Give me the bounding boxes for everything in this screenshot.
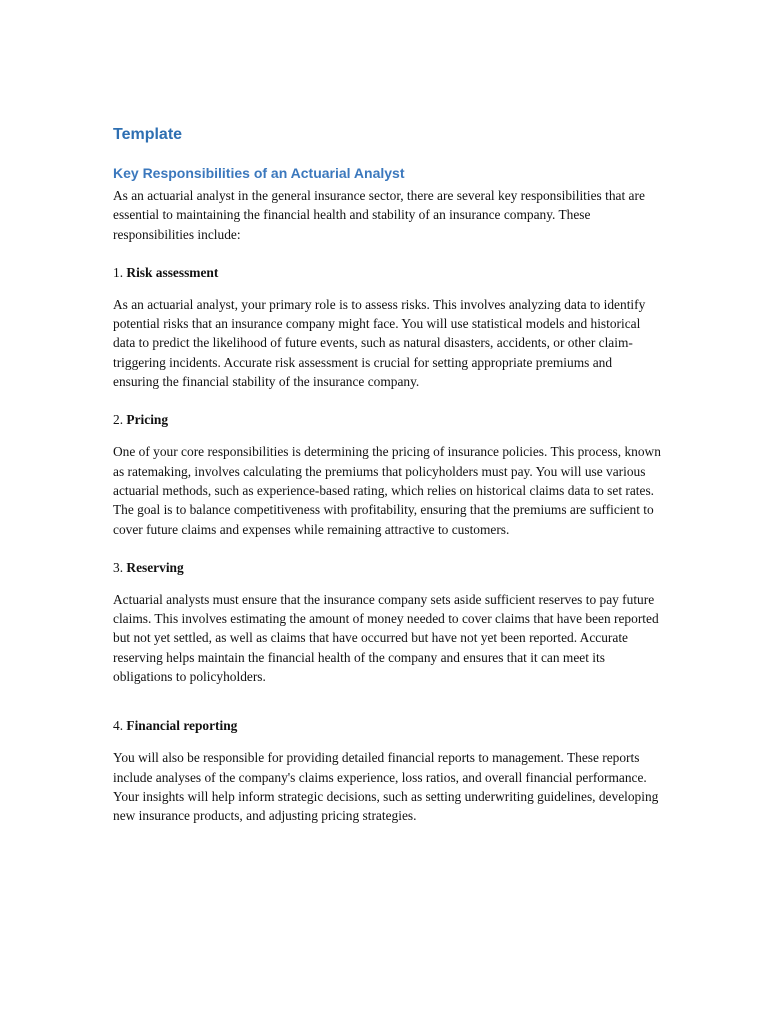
section-heading [113,410,661,429]
section-body: One of your core responsibilities is determining the pricing of insurance policies. This process, known as ratemaking, involves calculating the premiums that policyholders must pay. You will use various actuarial methods, such as experience-based rating, which relies on historical claims data to set rates. The goal is to balance competitiveness with profitability, ensuring that the premiums are sufficient to cover future claims and expenses while remaining attractive to customers. [113,444,661,537]
section-pricing [113,410,661,538]
section-financial-reporting [113,716,661,825]
section-number: 2. [113,412,124,428]
section-heading [113,716,661,735]
section-risk-assessment [113,263,661,391]
section-title: Pricing [126,412,169,428]
intro-paragraph: As an actuarial analyst in the general insurance sector, there are several key responsibilities that are essential to maintaining the financial health and stability of an insurance company. These responsibilities include: [113,188,645,242]
section-title: Risk assessment [126,264,219,280]
section-number: 4. [113,718,124,734]
section-body: As an actuarial analyst, your primary role is to assess risks. This involves analyzing data to identify potential risks that an insurance company might face. You will use statistical models and historical data to predict the likelihood of future events, such as natural disasters, accidents, or other claim-triggering incidents. Accurate risk assessment is crucial for setting appropriate premiums and ensuring the financial stability of the insurance company. [113,296,646,390]
section-heading [113,263,661,282]
section-body: You will also be responsible for providing detailed financial reports to management. These reports include analyses of the company's claims experience, loss ratios, and overall financial performance. Your insights will help inform strategic decisions, such as setting underwriting guidelines, developing new insurance products, and adjusting pricing strategies. [113,750,659,824]
section-title: Financial reporting [126,718,238,734]
section-body: Actuarial analysts must ensure that the insurance company sets aside sufficient reserves to pay future claims. This involves estimating the amount of money needed to cover claims that have been reported but not yet settled, as well as claims that have occurred but have not yet been reported. Accurate reserving helps maintain the financial health of the company and ensures that it can meet its obligations to policyholders. [113,591,659,685]
document-heading: Key Responsibilities of an Actuarial Analyst [113,165,405,181]
section-number: 1. [113,264,124,280]
section-reserving [113,558,661,686]
document-page [113,124,661,826]
section-number: 3. [113,559,124,575]
section-title: Reserving [126,559,184,575]
document-title: Template [113,126,183,143]
section-heading [113,558,661,577]
